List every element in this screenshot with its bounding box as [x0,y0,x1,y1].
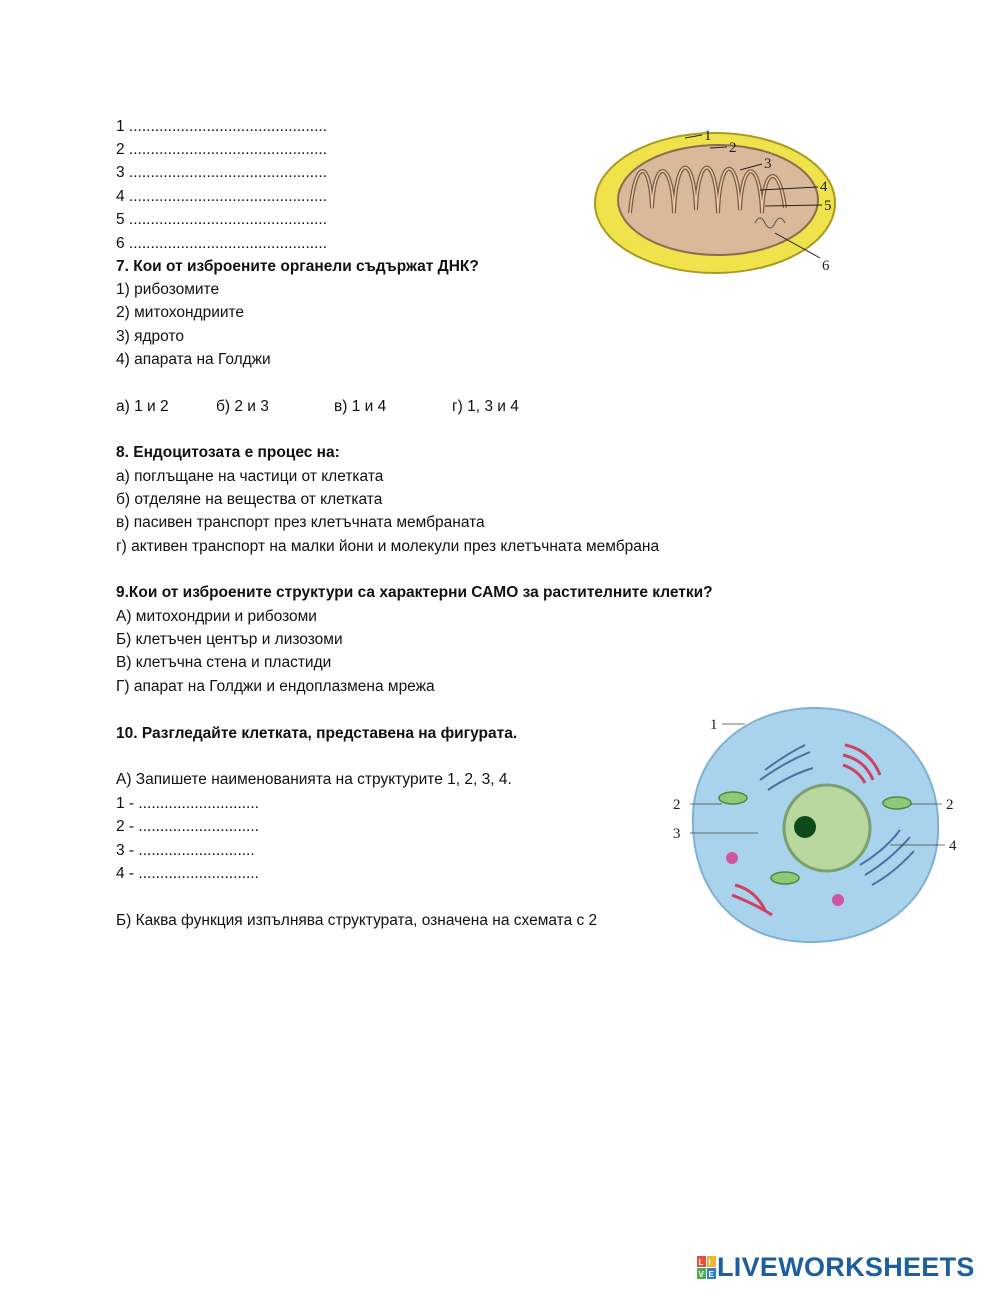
q10-blank-3[interactable]: 3 - ........................... [116,842,255,859]
q7-item: 3) ядрото [116,328,184,345]
mito-label-4: 4 [820,179,828,195]
cell-label-1: 1 [710,717,718,733]
q10-part-a: А) Запишете наименованията на структурите 1, 2, 3, 4. [116,771,512,788]
q9-question: 9.Кои от изброените структури са характерни САМО за растителните клетки? [116,584,713,601]
logo-mark-icon [697,1256,717,1280]
mito-label-2: 2 [729,140,737,156]
q10-blank-4[interactable]: 4 - ............................ [116,865,259,882]
q7-item: 4) апарата на Голджи [116,351,271,368]
mito-label-6: 6 [822,258,830,274]
q7-question: 7. Кои от изброените органели съдържат ДНК? [116,258,479,275]
q8-option-g[interactable]: г) активен транспорт на малки йони и молекули през клетъчната мембрана [116,538,660,555]
q10-question: 10. Разгледайте клетката, представена на фигурата. [116,725,518,742]
animal-cell-diagram [660,700,970,950]
q10-blank-1[interactable]: 1 - ............................ [116,795,259,812]
cell-label-4: 4 [949,838,957,854]
svg-text:I: I [708,1257,711,1267]
q9-option-a[interactable]: А) митохондрии и рибозоми [116,608,317,625]
q8-question: 8. Ендоцитозата е процес на: [116,444,340,461]
q7-option-v[interactable]: в) 1 и 4 [334,398,387,415]
blank-line-5[interactable]: 5 .............................................. [116,211,328,228]
mito-label-1: 1 [704,128,712,144]
q10-part-b: Б) Каква функция изпълнява структурата, означена на схемата с 2 [116,912,598,929]
mito-label-5: 5 [824,198,832,214]
logo-text: LIVEWORKSHEETS [717,1252,975,1282]
cell-label-2-left: 2 [673,797,681,813]
q8-option-v[interactable]: в) пасивен транспорт през клетъчната мембраната [116,514,485,531]
q8-option-a[interactable]: а) поглъщане на частици от клетката [116,468,384,485]
q9-option-b[interactable]: Б) клетъчен център и лизозоми [116,631,343,648]
q9-option-v[interactable]: В) клетъчна стена и пластиди [116,654,332,671]
svg-text:V: V [698,1269,704,1279]
mitochondrion-diagram [590,118,880,293]
blank-line-1[interactable]: 1 .............................................. [116,118,328,135]
q7-item: 1) рибозомите [116,281,220,298]
blank-line-6[interactable]: 6 .............................................. [116,235,328,252]
q10-blank-2[interactable]: 2 - ............................ [116,818,259,835]
blank-line-4[interactable]: 4 .............................................. [116,188,328,205]
q8-option-b[interactable]: б) отделяне на вещества от клетката [116,491,383,508]
mito-label-3: 3 [764,156,772,172]
liveworksheets-logo [697,1252,975,1283]
q7-option-a[interactable]: а) 1 и 2 [116,398,169,415]
blank-line-3[interactable]: 3 .............................................. [116,164,328,181]
q7-item: 2) митохондриите [116,304,245,321]
svg-text:E: E [708,1269,714,1279]
cell-label-3: 3 [673,826,681,842]
cell-label-2-right: 2 [946,797,954,813]
blank-line-2[interactable]: 2 .............................................. [116,141,328,158]
q7-option-b[interactable]: б) 2 и 3 [216,398,269,415]
q7-option-g[interactable]: г) 1, 3 и 4 [452,398,519,415]
svg-text:L: L [698,1257,704,1267]
q9-option-g[interactable]: Г) апарат на Голджи и ендоплазмена мрежа [116,678,435,695]
nucleolus [794,816,816,838]
